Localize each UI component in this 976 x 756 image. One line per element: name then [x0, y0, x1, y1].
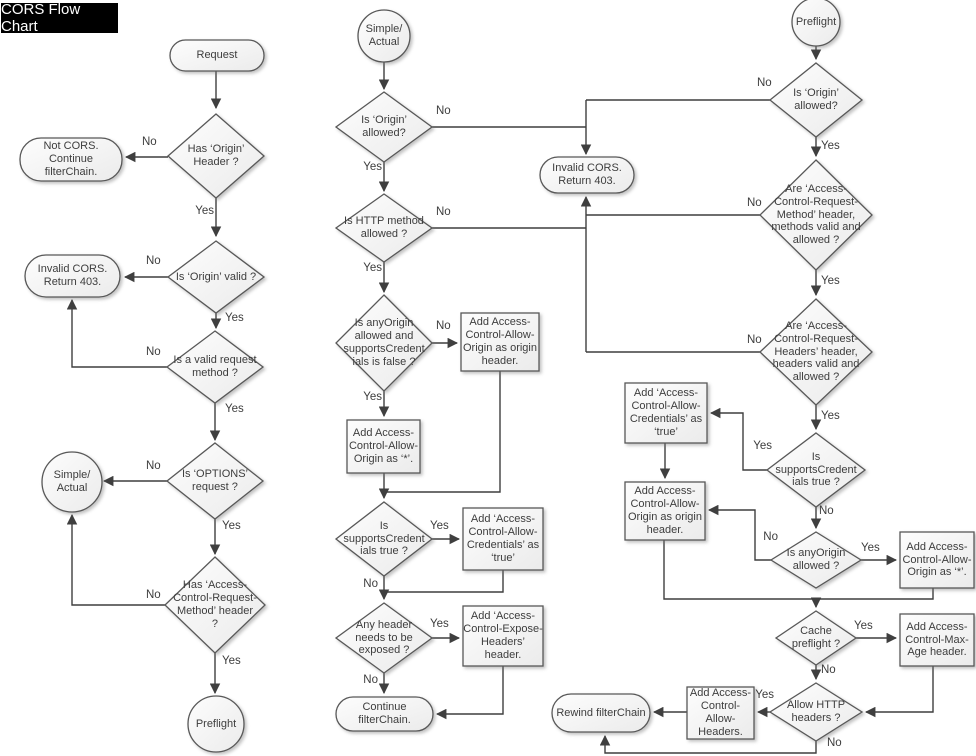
edge-label-yes-r5: Yes — [861, 542, 880, 554]
decision-any-header-exposed-shape — [336, 603, 432, 673]
edge-label-yes-m2: Yes — [363, 262, 382, 274]
process-add-acac-true-right-shape — [625, 383, 707, 443]
terminator-rewind-filterchain-shape — [552, 694, 650, 732]
process-add-acao-origin-right-shape — [625, 482, 705, 540]
terminator-continue-filterchain-label: Continue filterChain. — [358, 701, 411, 726]
process-add-acao-star-mid-shape — [347, 420, 420, 473]
terminator-invalid-cors-mid-shape — [540, 157, 634, 193]
edge-label-no-m2: No — [436, 206, 451, 218]
decision-supports-credentials-right-label: Is supportsCredent ials true ? — [775, 450, 857, 489]
decision-has-origin-header-shape — [168, 114, 264, 198]
edge-label-yes-r1: Yes — [821, 140, 840, 152]
decision-allow-http-headers-label: Allow HTTP headers ? — [786, 699, 846, 724]
edge-label-yes-r3: Yes — [821, 410, 840, 422]
connector-r4-yes — [711, 413, 767, 470]
decision-anyorigin-allowed-shape — [771, 532, 861, 588]
process-add-allow-headers-label: Add Access- Control- Allow- Headers. — [689, 687, 752, 738]
edge-label-yes-r4: Yes — [753, 440, 772, 452]
decision-is-origin-allowed-mid-shape — [336, 92, 432, 162]
edge-label-no-m3: No — [436, 320, 451, 332]
edge-label-no-r1: No — [757, 77, 772, 89]
edge-label-yes-options: Yes — [222, 520, 241, 532]
edge-label-no-r4: No — [819, 505, 834, 517]
edge-label-yes-m1: Yes — [363, 161, 382, 173]
edge-label-yes-has-origin: Yes — [195, 205, 214, 217]
edge-label-yes-m5: Yes — [430, 618, 449, 630]
terminator-invalid-cors-left-shape — [25, 255, 120, 297]
decision-acrm-valid-shape — [760, 160, 872, 270]
decision-cache-preflight-shape — [776, 611, 856, 665]
decision-acrh-valid-shape — [760, 299, 872, 405]
process-add-acao-origin-mid-shape — [461, 313, 539, 371]
edge-label-no-valid-method: No — [146, 346, 161, 358]
edge-label-yes-has-acrm: Yes — [222, 655, 241, 667]
connector-expose-to-continue — [437, 666, 503, 714]
decision-is-origin-allowed-right-label: Is ‘Origin’ allowed? — [793, 87, 839, 112]
edge-label-no-r7: No — [827, 737, 842, 749]
page-title: CORS Flow Chart — [1, 3, 118, 33]
edge-label-no-r5: No — [763, 531, 778, 543]
process-add-expose-headers-shape — [463, 606, 543, 666]
terminator-invalid-cors-left-label: Invalid CORS. Return 403. — [37, 263, 108, 288]
process-add-max-age-shape — [900, 614, 974, 666]
decision-is-origin-allowed-mid-label: Is ‘Origin’ allowed? — [361, 114, 407, 139]
process-add-acac-true-mid-shape — [463, 508, 543, 570]
edge-label-yes-m3: Yes — [363, 391, 382, 403]
terminator-preflight-left-label: Preflight — [195, 717, 237, 730]
decision-is-origin-allowed-right-shape — [770, 63, 862, 137]
connector-r5-no — [709, 510, 771, 560]
connector-maxage-to-r7 — [866, 666, 933, 712]
process-add-acao-star-mid-label: Add Access- Control-Allow- Origin as ‘*’. — [348, 427, 419, 465]
terminator-simple-actual-mid-shape — [358, 10, 410, 62]
decision-anyorigin-allowed-label: Is anyOrigin allowed ? — [786, 547, 846, 572]
decision-is-options-request-shape — [167, 443, 263, 519]
decision-supports-credentials-mid-label: Is supportsCredent ials true ? — [343, 519, 425, 558]
decision-anyorigin-supports-false-shape — [336, 295, 432, 391]
decision-acrm-valid-label: Are ‘Access- Control-Request- Method’ header, methods valid and allowed ? — [771, 182, 861, 247]
terminator-preflight-left-shape — [188, 696, 244, 752]
terminator-request-shape — [170, 40, 264, 71]
terminator-rewind-filterchain-label: Rewind filterChain — [556, 706, 646, 719]
connector-acactrue-merge — [384, 570, 503, 592]
edge-label-no-m1: No — [436, 105, 451, 117]
terminator-simple-actual-left-label: Simple/ Actual — [53, 469, 91, 494]
edge-label-no-m4: No — [363, 578, 378, 590]
process-add-allow-headers-shape — [687, 687, 754, 739]
terminator-not-cors-label: Not CORS. Continue filterChain. — [43, 140, 99, 178]
edge-label-yes-origin-valid: Yes — [225, 312, 244, 324]
terminator-simple-actual-mid-label: Simple/ Actual — [365, 23, 403, 48]
decision-is-valid-request-method-shape — [167, 331, 263, 403]
decision-supports-credentials-mid-shape — [336, 502, 432, 576]
terminator-preflight-right-label: Preflight — [795, 16, 837, 29]
decision-anyorigin-supports-false-label: Is anyOrigin allowed and supportsCredent ials is false ? — [343, 317, 425, 368]
decision-allow-http-headers-shape — [770, 683, 862, 741]
decision-is-http-method-allowed-label: Is HTTP method allowed ? — [344, 215, 424, 240]
decision-is-http-method-allowed-shape — [336, 194, 432, 262]
edge-label-no-r2: No — [747, 197, 762, 209]
process-add-acac-true-mid-label: Add ‘Access- Control-Allow- Credentials’ as ‘true’ — [466, 513, 540, 564]
connector-no-to-invalidleft-2 — [72, 300, 167, 367]
terminator-simple-actual-left-shape — [42, 452, 102, 512]
terminator-request-label: Request — [196, 49, 238, 62]
connector-rc-merge — [816, 588, 933, 599]
edge-label-no-has-acrm: No — [146, 589, 161, 601]
edge-label-no-origin-valid: No — [146, 255, 161, 267]
edge-label-yes-valid-method: Yes — [225, 403, 244, 415]
edge-label-no-r3: No — [747, 334, 762, 346]
decision-cache-preflight-label: Cache preflight ? — [791, 625, 841, 650]
connector-no-to-simpleleft-2 — [72, 515, 165, 605]
edge-label-no-r6: No — [821, 664, 836, 676]
terminator-continue-filterchain-shape — [336, 697, 433, 731]
decision-is-options-request-label: Is ‘OPTIONS’ request ? — [181, 468, 248, 493]
edge-label-yes-r7: Yes — [755, 689, 774, 701]
decision-supports-credentials-right-shape — [767, 433, 865, 507]
edge-label-yes-r2: Yes — [821, 275, 840, 287]
decision-acrh-valid-label: Are ‘Access- Control-Request- Headers’ header, headers valid and allowed ? — [772, 319, 860, 384]
process-add-expose-headers-label: Add ‘Access- Control-Expose- Headers’ header. — [463, 610, 543, 661]
decision-any-header-exposed-label: Any header needs to be exposed ? — [355, 618, 413, 657]
terminator-not-cors-shape — [20, 138, 122, 181]
edge-label-no-has-origin: No — [142, 136, 157, 148]
decision-has-acrm-header-label: Has ‘Access- Control-Request- Method’ header ? — [173, 579, 257, 630]
edge-label-no-options: No — [146, 460, 161, 472]
edge-label-yes-m4: Yes — [430, 520, 449, 532]
decision-is-origin-valid-shape — [168, 241, 264, 313]
decision-is-valid-request-method-label: Is a valid request method ? — [173, 354, 257, 379]
edge-label-yes-r6: Yes — [854, 620, 873, 632]
process-add-acao-star-right-shape — [900, 532, 974, 588]
edge-label-no-m5: No — [363, 674, 378, 686]
decision-is-origin-valid-label: Is ‘Origin’ valid ? — [175, 270, 257, 283]
process-add-max-age-label: Add Access- Control-Max- Age header. — [905, 620, 969, 659]
process-add-acao-origin-mid-label: Add Access- Control-Allow- Origin as origin header. — [463, 316, 537, 367]
decision-has-acrm-header-shape — [165, 557, 265, 653]
process-add-acao-origin-right-label: Add Access- Control-Allow- Origin as origin header. — [628, 485, 702, 536]
terminator-invalid-cors-mid-label: Invalid CORS. Return 403. — [552, 162, 622, 187]
process-add-acac-true-right-label: Add ‘Access- Control-Allow- Credentials’ as ‘true’ — [629, 387, 703, 438]
process-add-acao-star-right-label: Add Access- Control-Allow- Origin as ‘*’. — [902, 540, 972, 579]
decision-has-origin-header-label: Has ‘Origin’ Header ? — [187, 143, 245, 168]
terminator-preflight-right-shape — [792, 0, 840, 46]
